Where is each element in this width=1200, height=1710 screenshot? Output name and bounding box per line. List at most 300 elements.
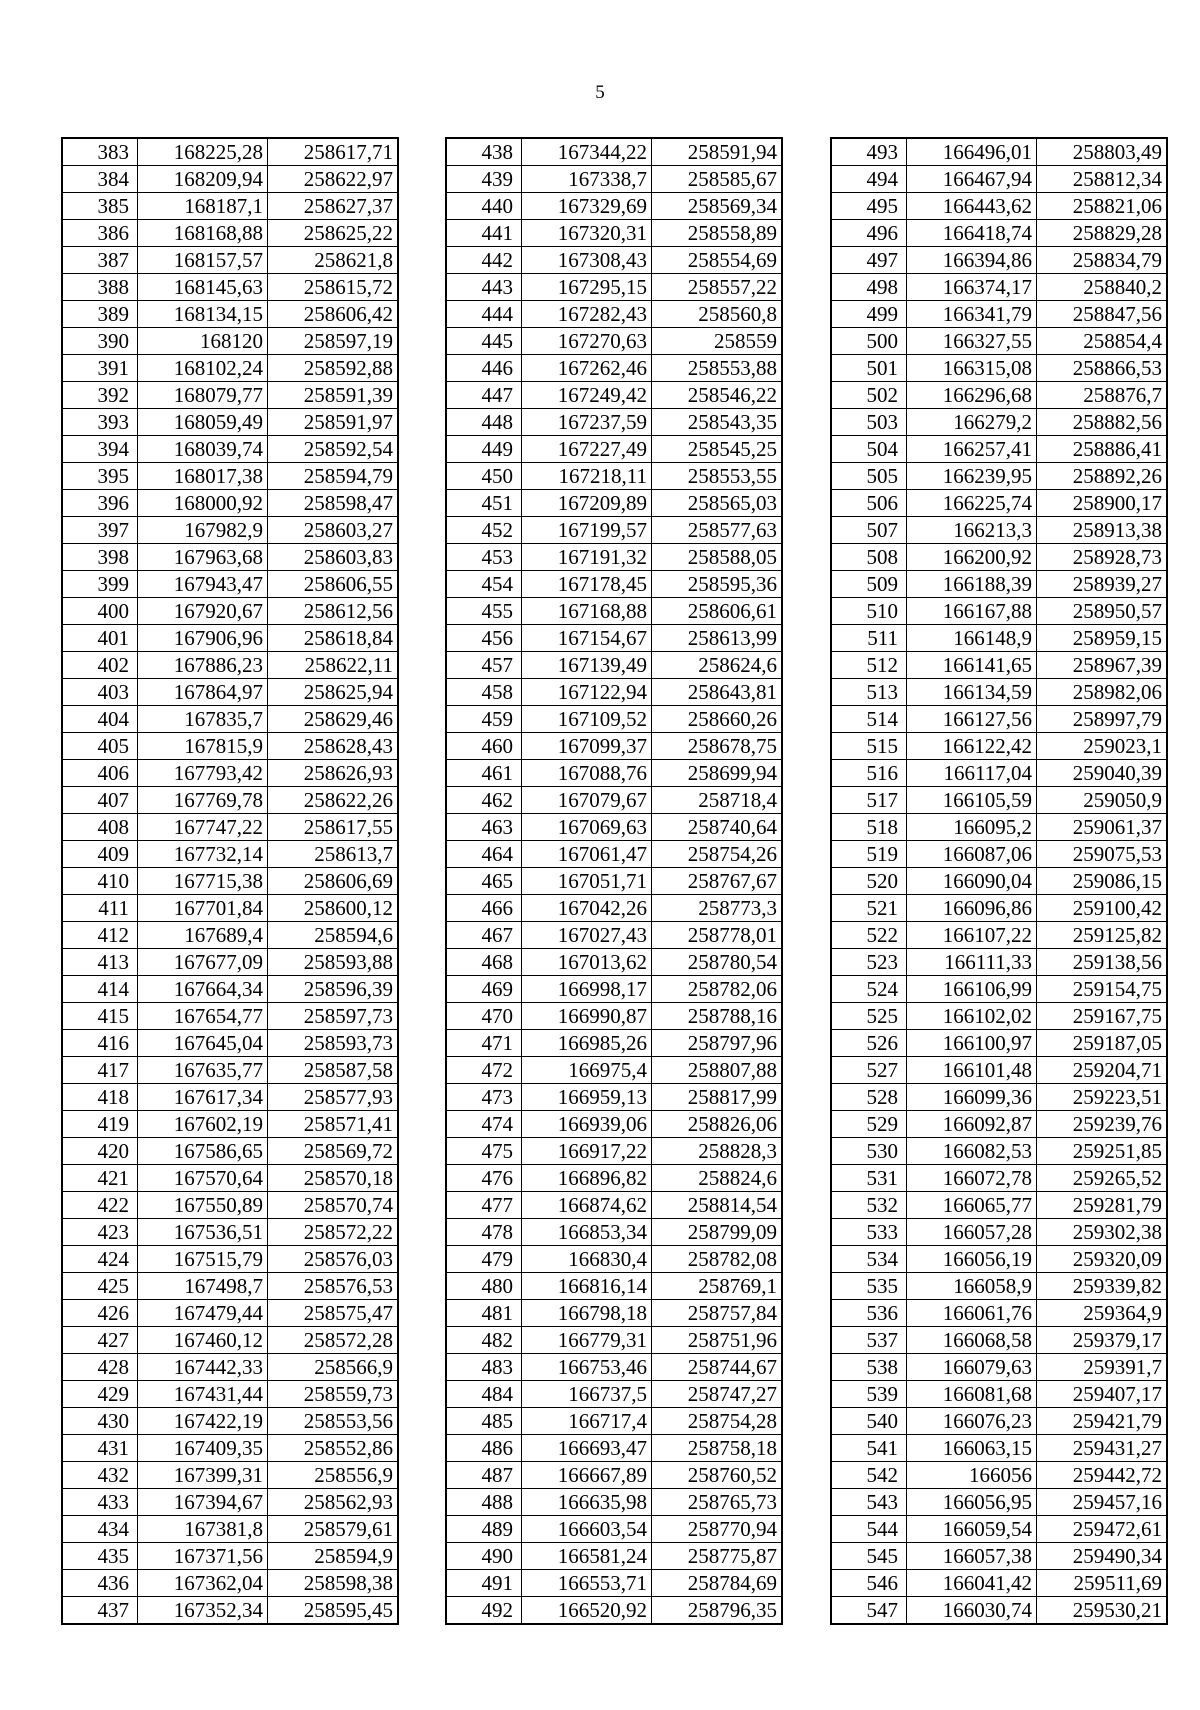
y-coordinate-cell: 258545,25 (652, 436, 783, 463)
table-row (831, 1057, 1167, 1084)
x-coordinate-cell: 167191,32 (522, 544, 652, 571)
point-number-cell: 406 (62, 760, 138, 787)
x-coordinate-cell: 167168,88 (522, 598, 652, 625)
table-row (831, 1543, 1167, 1570)
table-row (831, 1516, 1167, 1543)
point-number-cell: 522 (831, 922, 907, 949)
point-number-cell: 429 (62, 1381, 138, 1408)
point-number-cell: 496 (831, 220, 907, 247)
point-number-cell: 427 (62, 1327, 138, 1354)
y-coordinate-cell: 258603,27 (268, 517, 399, 544)
point-number-cell: 476 (446, 1165, 522, 1192)
table-row (446, 355, 782, 382)
table-row (831, 1030, 1167, 1057)
y-coordinate-cell: 258546,22 (652, 382, 783, 409)
point-number-cell: 518 (831, 814, 907, 841)
point-number-cell: 451 (446, 490, 522, 517)
point-number-cell: 479 (446, 1246, 522, 1273)
y-coordinate-cell: 258829,28 (1037, 220, 1168, 247)
table-row (446, 328, 782, 355)
y-coordinate-cell: 258597,19 (268, 328, 399, 355)
point-number-cell: 408 (62, 814, 138, 841)
x-coordinate-cell: 167442,33 (138, 1354, 268, 1381)
x-coordinate-cell: 167943,47 (138, 571, 268, 598)
x-coordinate-cell: 166122,42 (907, 733, 1037, 760)
table-row (62, 1381, 398, 1408)
y-coordinate-cell: 258699,94 (652, 760, 783, 787)
x-coordinate-cell: 167747,22 (138, 814, 268, 841)
point-number-cell: 422 (62, 1192, 138, 1219)
x-coordinate-cell: 166079,63 (907, 1354, 1037, 1381)
x-coordinate-cell: 167061,47 (522, 841, 652, 868)
table-row (831, 328, 1167, 355)
point-number-cell: 467 (446, 922, 522, 949)
point-number-cell: 426 (62, 1300, 138, 1327)
point-number-cell: 459 (446, 706, 522, 733)
table-row (831, 1003, 1167, 1030)
point-number-cell: 499 (831, 301, 907, 328)
y-coordinate-cell: 258576,53 (268, 1273, 399, 1300)
point-number-cell: 482 (446, 1327, 522, 1354)
table-row (62, 1327, 398, 1354)
table-row (62, 733, 398, 760)
y-coordinate-cell: 258613,7 (268, 841, 399, 868)
y-coordinate-cell: 259167,75 (1037, 1003, 1168, 1030)
point-number-cell: 520 (831, 868, 907, 895)
y-coordinate-cell: 258554,69 (652, 247, 783, 274)
table-row (831, 949, 1167, 976)
x-coordinate-cell: 167399,31 (138, 1462, 268, 1489)
y-coordinate-cell: 258562,93 (268, 1489, 399, 1516)
x-coordinate-cell: 168225,28 (138, 138, 268, 166)
table-row (62, 301, 398, 328)
point-number-cell: 423 (62, 1219, 138, 1246)
table-row (446, 544, 782, 571)
x-coordinate-cell: 166092,87 (907, 1111, 1037, 1138)
x-coordinate-cell: 167864,97 (138, 679, 268, 706)
x-coordinate-cell: 166063,15 (907, 1435, 1037, 1462)
point-number-cell: 505 (831, 463, 907, 490)
x-coordinate-cell: 166998,17 (522, 976, 652, 1003)
x-coordinate-cell: 167069,63 (522, 814, 652, 841)
x-coordinate-cell: 166779,31 (522, 1327, 652, 1354)
table-row (62, 1111, 398, 1138)
table-row (446, 1597, 782, 1625)
x-coordinate-cell: 167677,09 (138, 949, 268, 976)
y-coordinate-cell: 259138,56 (1037, 949, 1168, 976)
page-number: 5 (595, 82, 605, 103)
table-row (62, 706, 398, 733)
y-coordinate-cell: 258847,56 (1037, 301, 1168, 328)
x-coordinate-cell: 166068,58 (907, 1327, 1037, 1354)
y-coordinate-cell: 258882,56 (1037, 409, 1168, 436)
x-coordinate-cell: 166058,9 (907, 1273, 1037, 1300)
table-row (446, 1381, 782, 1408)
x-coordinate-cell: 167282,43 (522, 301, 652, 328)
y-coordinate-cell: 259239,76 (1037, 1111, 1168, 1138)
point-number-cell: 478 (446, 1219, 522, 1246)
x-coordinate-cell: 167635,77 (138, 1057, 268, 1084)
x-coordinate-cell: 167329,69 (522, 193, 652, 220)
table-row (62, 625, 398, 652)
table-row (62, 517, 398, 544)
y-coordinate-cell: 259457,16 (1037, 1489, 1168, 1516)
point-number-cell: 542 (831, 1462, 907, 1489)
x-coordinate-cell: 166737,5 (522, 1381, 652, 1408)
x-coordinate-cell: 168017,38 (138, 463, 268, 490)
y-coordinate-cell: 259407,17 (1037, 1381, 1168, 1408)
table-row (831, 1111, 1167, 1138)
point-number-cell: 462 (446, 787, 522, 814)
point-number-cell: 400 (62, 598, 138, 625)
point-number-cell: 421 (62, 1165, 138, 1192)
y-coordinate-cell: 258625,22 (268, 220, 399, 247)
point-number-cell: 485 (446, 1408, 522, 1435)
table-row (831, 598, 1167, 625)
table-row (62, 1192, 398, 1219)
table-row (446, 868, 782, 895)
x-coordinate-cell: 166341,79 (907, 301, 1037, 328)
point-number-cell: 488 (446, 1489, 522, 1516)
table-row (831, 1354, 1167, 1381)
point-number-cell: 541 (831, 1435, 907, 1462)
point-number-cell: 507 (831, 517, 907, 544)
table-row (831, 1084, 1167, 1111)
point-number-cell: 435 (62, 1543, 138, 1570)
y-coordinate-cell: 258824,6 (652, 1165, 783, 1192)
x-coordinate-cell: 168168,88 (138, 220, 268, 247)
y-coordinate-cell: 258775,87 (652, 1543, 783, 1570)
point-number-cell: 524 (831, 976, 907, 1003)
y-coordinate-cell: 258556,9 (268, 1462, 399, 1489)
y-coordinate-cell: 258854,4 (1037, 328, 1168, 355)
x-coordinate-cell: 168134,15 (138, 301, 268, 328)
y-coordinate-cell: 259490,34 (1037, 1543, 1168, 1570)
y-coordinate-cell: 258617,71 (268, 138, 399, 166)
x-coordinate-cell: 166087,06 (907, 841, 1037, 868)
x-coordinate-cell: 167381,8 (138, 1516, 268, 1543)
point-number-cell: 403 (62, 679, 138, 706)
table-row (446, 436, 782, 463)
x-coordinate-cell: 167227,49 (522, 436, 652, 463)
table-row (446, 1516, 782, 1543)
x-coordinate-cell: 166635,98 (522, 1489, 652, 1516)
y-coordinate-cell: 258587,58 (268, 1057, 399, 1084)
y-coordinate-cell: 258600,12 (268, 895, 399, 922)
y-coordinate-cell: 258788,16 (652, 1003, 783, 1030)
x-coordinate-cell: 167409,35 (138, 1435, 268, 1462)
table-row (831, 895, 1167, 922)
table-row (831, 166, 1167, 193)
x-coordinate-cell: 167218,11 (522, 463, 652, 490)
y-coordinate-cell: 258982,06 (1037, 679, 1168, 706)
y-coordinate-cell: 258596,39 (268, 976, 399, 1003)
point-number-cell: 425 (62, 1273, 138, 1300)
y-coordinate-cell: 259075,53 (1037, 841, 1168, 868)
point-number-cell: 424 (62, 1246, 138, 1273)
x-coordinate-cell: 166200,92 (907, 544, 1037, 571)
point-number-cell: 530 (831, 1138, 907, 1165)
y-coordinate-cell: 258543,35 (652, 409, 783, 436)
point-number-cell: 420 (62, 1138, 138, 1165)
y-coordinate-cell: 258588,05 (652, 544, 783, 571)
table-row (831, 679, 1167, 706)
y-coordinate-cell: 259187,05 (1037, 1030, 1168, 1057)
y-coordinate-cell: 259442,72 (1037, 1462, 1168, 1489)
x-coordinate-cell: 166693,47 (522, 1435, 652, 1462)
x-coordinate-cell: 167352,34 (138, 1597, 268, 1625)
point-number-cell: 413 (62, 949, 138, 976)
y-coordinate-cell: 258591,94 (652, 138, 783, 166)
x-coordinate-cell: 166095,2 (907, 814, 1037, 841)
y-coordinate-cell: 258594,79 (268, 463, 399, 490)
table-row (446, 706, 782, 733)
y-coordinate-cell: 258559 (652, 328, 783, 355)
x-coordinate-cell: 167295,15 (522, 274, 652, 301)
point-number-cell: 388 (62, 274, 138, 301)
y-coordinate-cell: 258784,69 (652, 1570, 783, 1597)
y-coordinate-cell: 258622,26 (268, 787, 399, 814)
table-row (62, 1516, 398, 1543)
y-coordinate-cell: 258821,06 (1037, 193, 1168, 220)
point-number-cell: 535 (831, 1273, 907, 1300)
table-row (62, 166, 398, 193)
x-coordinate-cell: 166107,22 (907, 922, 1037, 949)
table-row (831, 463, 1167, 490)
x-coordinate-cell: 166117,04 (907, 760, 1037, 787)
point-number-cell: 477 (446, 1192, 522, 1219)
y-coordinate-cell: 258615,72 (268, 274, 399, 301)
point-number-cell: 407 (62, 787, 138, 814)
x-coordinate-cell: 166213,3 (907, 517, 1037, 544)
y-coordinate-cell: 258754,26 (652, 841, 783, 868)
x-coordinate-cell: 166798,18 (522, 1300, 652, 1327)
y-coordinate-cell: 259125,82 (1037, 922, 1168, 949)
y-coordinate-cell: 258577,93 (268, 1084, 399, 1111)
point-number-cell: 387 (62, 247, 138, 274)
point-number-cell: 455 (446, 598, 522, 625)
x-coordinate-cell: 166041,42 (907, 1570, 1037, 1597)
point-number-cell: 465 (446, 868, 522, 895)
y-coordinate-cell: 258592,88 (268, 355, 399, 382)
table-row (446, 1408, 782, 1435)
table-row (446, 1300, 782, 1327)
table-row (831, 1570, 1167, 1597)
x-coordinate-cell: 167586,65 (138, 1138, 268, 1165)
y-coordinate-cell: 258627,37 (268, 193, 399, 220)
x-coordinate-cell: 167920,67 (138, 598, 268, 625)
x-coordinate-cell: 167262,46 (522, 355, 652, 382)
table-row (831, 138, 1167, 166)
table-row (446, 1030, 782, 1057)
x-coordinate-cell: 166056,19 (907, 1246, 1037, 1273)
y-coordinate-cell: 258751,96 (652, 1327, 783, 1354)
y-coordinate-cell: 258812,34 (1037, 166, 1168, 193)
table-row (62, 193, 398, 220)
point-number-cell: 433 (62, 1489, 138, 1516)
x-coordinate-cell: 167906,96 (138, 625, 268, 652)
y-coordinate-cell: 258591,97 (268, 409, 399, 436)
y-coordinate-cell: 259339,82 (1037, 1273, 1168, 1300)
x-coordinate-cell: 166939,06 (522, 1111, 652, 1138)
table-row (446, 1246, 782, 1273)
point-number-cell: 512 (831, 652, 907, 679)
y-coordinate-cell: 258560,8 (652, 301, 783, 328)
table-row (62, 247, 398, 274)
y-coordinate-cell: 258618,84 (268, 625, 399, 652)
table-row (446, 1165, 782, 1192)
point-number-cell: 396 (62, 490, 138, 517)
y-coordinate-cell: 258754,28 (652, 1408, 783, 1435)
table-row (831, 625, 1167, 652)
x-coordinate-cell: 168039,74 (138, 436, 268, 463)
x-coordinate-cell: 166102,02 (907, 1003, 1037, 1030)
x-coordinate-cell: 167109,52 (522, 706, 652, 733)
point-number-cell: 532 (831, 1192, 907, 1219)
x-coordinate-cell: 167338,7 (522, 166, 652, 193)
table-row (446, 1354, 782, 1381)
y-coordinate-cell: 258747,27 (652, 1381, 783, 1408)
table-row (831, 1435, 1167, 1462)
x-coordinate-cell: 166225,74 (907, 490, 1037, 517)
table-row (446, 895, 782, 922)
table-row (446, 409, 782, 436)
y-coordinate-cell: 259320,09 (1037, 1246, 1168, 1273)
point-number-cell: 449 (446, 436, 522, 463)
point-number-cell: 540 (831, 1408, 907, 1435)
y-coordinate-cell: 258622,11 (268, 652, 399, 679)
x-coordinate-cell: 167479,44 (138, 1300, 268, 1327)
table-row (446, 1219, 782, 1246)
table-row (831, 1300, 1167, 1327)
x-coordinate-cell: 166853,34 (522, 1219, 652, 1246)
point-number-cell: 509 (831, 571, 907, 598)
point-number-cell: 528 (831, 1084, 907, 1111)
x-coordinate-cell: 166257,41 (907, 436, 1037, 463)
table-row (831, 1246, 1167, 1273)
y-coordinate-cell: 258782,06 (652, 976, 783, 1003)
table-row (62, 1138, 398, 1165)
y-coordinate-cell: 258571,41 (268, 1111, 399, 1138)
table-row (831, 1462, 1167, 1489)
x-coordinate-cell: 166296,68 (907, 382, 1037, 409)
point-number-cell: 497 (831, 247, 907, 274)
point-number-cell: 392 (62, 382, 138, 409)
point-number-cell: 486 (446, 1435, 522, 1462)
point-number-cell: 399 (62, 571, 138, 598)
table-row (446, 247, 782, 274)
x-coordinate-cell: 167536,51 (138, 1219, 268, 1246)
point-number-cell: 430 (62, 1408, 138, 1435)
y-coordinate-cell: 258626,93 (268, 760, 399, 787)
table-row (446, 1273, 782, 1300)
table-row (62, 571, 398, 598)
table-row (62, 1543, 398, 1570)
point-number-cell: 414 (62, 976, 138, 1003)
x-coordinate-cell: 168209,94 (138, 166, 268, 193)
x-coordinate-cell: 166141,65 (907, 652, 1037, 679)
y-coordinate-cell: 259100,42 (1037, 895, 1168, 922)
y-coordinate-cell: 259265,52 (1037, 1165, 1168, 1192)
table-row (446, 490, 782, 517)
point-number-cell: 445 (446, 328, 522, 355)
x-coordinate-cell: 166959,13 (522, 1084, 652, 1111)
table-row (831, 814, 1167, 841)
y-coordinate-cell: 258572,28 (268, 1327, 399, 1354)
point-number-cell: 539 (831, 1381, 907, 1408)
y-coordinate-cell: 258553,55 (652, 463, 783, 490)
table-row (446, 1462, 782, 1489)
x-coordinate-cell: 166099,36 (907, 1084, 1037, 1111)
table-row (62, 274, 398, 301)
table-row (831, 409, 1167, 436)
x-coordinate-cell: 166753,46 (522, 1354, 652, 1381)
point-number-cell: 444 (446, 301, 522, 328)
x-coordinate-cell: 167079,67 (522, 787, 652, 814)
x-coordinate-cell: 166111,33 (907, 949, 1037, 976)
x-coordinate-cell: 166816,14 (522, 1273, 652, 1300)
y-coordinate-cell: 258603,83 (268, 544, 399, 571)
x-coordinate-cell: 166082,53 (907, 1138, 1037, 1165)
y-coordinate-cell: 258570,18 (268, 1165, 399, 1192)
x-coordinate-cell: 167362,04 (138, 1570, 268, 1597)
table-row (62, 355, 398, 382)
x-coordinate-cell: 167617,34 (138, 1084, 268, 1111)
x-coordinate-cell: 166394,86 (907, 247, 1037, 274)
point-number-cell: 501 (831, 355, 907, 382)
y-coordinate-cell: 258572,22 (268, 1219, 399, 1246)
x-coordinate-cell: 167394,67 (138, 1489, 268, 1516)
x-coordinate-cell: 167664,34 (138, 976, 268, 1003)
x-coordinate-cell: 166239,95 (907, 463, 1037, 490)
x-coordinate-cell: 166127,56 (907, 706, 1037, 733)
x-coordinate-cell: 167689,4 (138, 922, 268, 949)
point-number-cell: 417 (62, 1057, 138, 1084)
y-coordinate-cell: 258594,6 (268, 922, 399, 949)
x-coordinate-cell: 167027,43 (522, 922, 652, 949)
table-row (831, 706, 1167, 733)
x-coordinate-cell: 167088,76 (522, 760, 652, 787)
y-coordinate-cell: 259023,1 (1037, 733, 1168, 760)
table-row (831, 652, 1167, 679)
table-row (446, 1057, 782, 1084)
x-coordinate-cell: 166072,78 (907, 1165, 1037, 1192)
table-row (62, 1408, 398, 1435)
y-coordinate-cell: 258817,99 (652, 1084, 783, 1111)
x-coordinate-cell: 166188,39 (907, 571, 1037, 598)
y-coordinate-cell: 259511,69 (1037, 1570, 1168, 1597)
point-number-cell: 385 (62, 193, 138, 220)
x-coordinate-cell: 166148,9 (907, 625, 1037, 652)
table-row (62, 760, 398, 787)
table-row (62, 1057, 398, 1084)
point-number-cell: 401 (62, 625, 138, 652)
table-row (831, 436, 1167, 463)
table-row (446, 760, 782, 787)
point-number-cell: 410 (62, 868, 138, 895)
point-number-cell: 516 (831, 760, 907, 787)
point-number-cell: 491 (446, 1570, 522, 1597)
point-number-cell: 544 (831, 1516, 907, 1543)
y-coordinate-cell: 258828,3 (652, 1138, 783, 1165)
y-coordinate-cell: 258840,2 (1037, 274, 1168, 301)
table-row (831, 1408, 1167, 1435)
point-number-cell: 448 (446, 409, 522, 436)
x-coordinate-cell: 167815,9 (138, 733, 268, 760)
table-row (446, 193, 782, 220)
table-row (62, 787, 398, 814)
table-row (62, 409, 398, 436)
